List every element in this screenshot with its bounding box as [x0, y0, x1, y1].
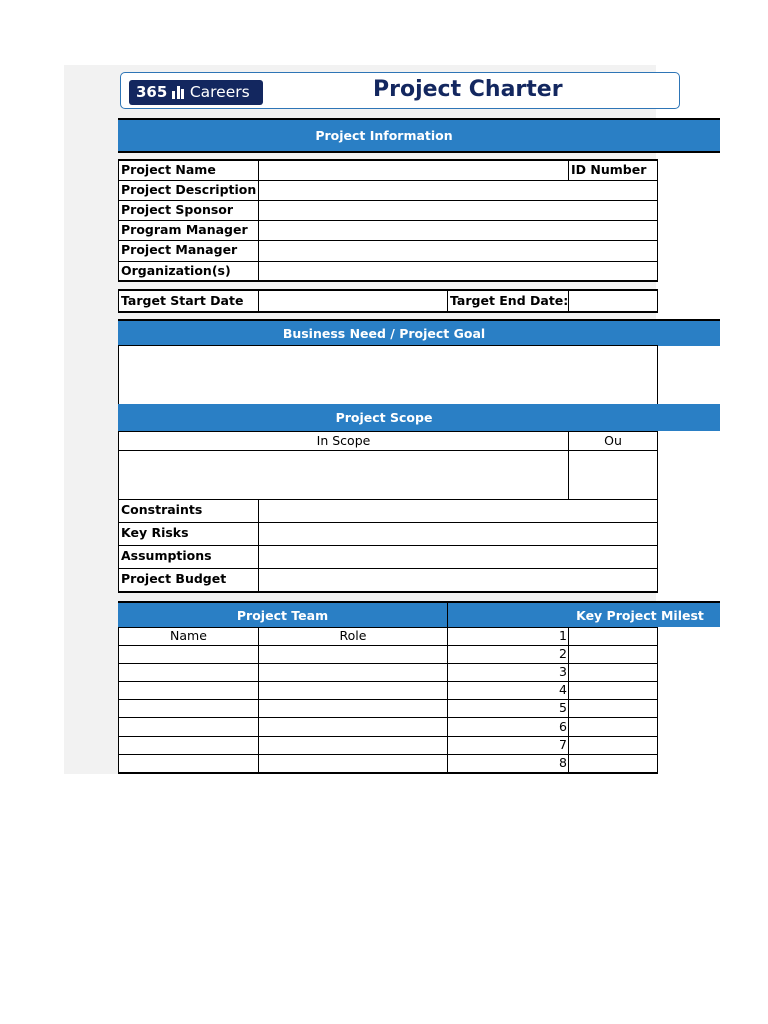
divider [118, 311, 658, 313]
team-role-cell[interactable] [258, 681, 448, 700]
milestone-field[interactable] [568, 663, 658, 682]
team-name-cell[interactable] [118, 699, 259, 718]
project-sponsor-field[interactable] [258, 200, 658, 221]
in-scope-header: In Scope [118, 431, 569, 451]
constraints-field[interactable] [258, 499, 658, 523]
project-name-field[interactable] [258, 160, 569, 181]
divider [118, 772, 658, 774]
target-start-date-field[interactable] [258, 290, 448, 312]
team-name-header: Name [118, 627, 259, 646]
milestone-number: 1 [447, 627, 569, 646]
team-name-cell[interactable] [118, 681, 259, 700]
project-manager-field[interactable] [258, 240, 658, 262]
label-constraints: Constraints [118, 499, 259, 523]
divider [118, 591, 658, 593]
logo-word: Careers [189, 83, 250, 101]
banner-title: Project Information [315, 128, 453, 143]
banner-title: Key Project Milest [576, 607, 704, 623]
milestone-number: 6 [447, 717, 569, 737]
milestone-field[interactable] [568, 681, 658, 700]
team-role-cell[interactable] [258, 736, 448, 755]
banner-title: Business Need / Project Goal [282, 326, 486, 341]
label-organizations: Organization(s) [118, 261, 259, 281]
label-target-start-date: Target Start Date [118, 290, 259, 312]
milestone-field[interactable] [568, 717, 658, 737]
label-id-number: ID Number [568, 160, 658, 181]
label-target-end-date: Target End Date: [447, 290, 569, 312]
team-role-cell[interactable] [258, 645, 448, 664]
milestone-number: 4 [447, 681, 569, 700]
milestone-field[interactable] [568, 754, 658, 773]
milestone-field[interactable] [568, 699, 658, 718]
label-project-manager: Project Manager [118, 240, 259, 262]
team-role-cell[interactable] [258, 717, 448, 737]
key-risks-field[interactable] [258, 522, 658, 546]
label-key-risks: Key Risks [118, 522, 259, 546]
business-need-banner [118, 321, 720, 346]
label-project-budget: Project Budget [118, 568, 259, 592]
team-role-cell[interactable] [258, 699, 448, 718]
milestone-number: 5 [447, 699, 569, 718]
team-role-cell[interactable] [258, 754, 448, 773]
program-manager-field[interactable] [258, 220, 658, 241]
out-of-scope-header: Ou [568, 431, 658, 451]
divider [118, 280, 658, 282]
label-assumptions: Assumptions [118, 545, 259, 569]
divider [118, 151, 720, 153]
team-name-cell[interactable] [118, 736, 259, 755]
page-title: Project Charter [373, 77, 563, 102]
label-project-name: Project Name [118, 160, 259, 181]
milestone-number: 3 [447, 663, 569, 682]
team-name-cell[interactable] [118, 663, 259, 682]
team-name-cell[interactable] [118, 645, 259, 664]
milestone-number: 2 [447, 645, 569, 664]
milestone-field[interactable] [568, 627, 658, 646]
milestone-field[interactable] [568, 736, 658, 755]
out-of-scope-textarea[interactable] [568, 450, 658, 500]
business-need-textarea[interactable] [118, 345, 658, 405]
project-scope-banner [118, 404, 720, 431]
in-scope-textarea[interactable] [118, 450, 569, 500]
project-description-field[interactable] [258, 180, 658, 201]
label-project-description: Project Description [118, 180, 259, 201]
label-program-manager: Program Manager [118, 220, 259, 241]
banner-title: Project Team [236, 607, 329, 623]
project-team-banner [118, 603, 448, 627]
project-information-banner [118, 120, 720, 151]
team-name-cell[interactable] [118, 717, 259, 737]
team-name-cell[interactable] [118, 754, 259, 773]
milestone-number: 7 [447, 736, 569, 755]
assumptions-field[interactable] [258, 545, 658, 569]
project-budget-field[interactable] [258, 568, 658, 592]
key-milestones-banner [448, 603, 720, 627]
milestone-field[interactable] [568, 645, 658, 664]
team-role-cell[interactable] [258, 663, 448, 682]
banner-title: Project Scope [335, 410, 433, 425]
milestone-number: 8 [447, 754, 569, 773]
logo-number: 365 [136, 83, 168, 101]
organizations-field[interactable] [258, 261, 658, 281]
target-end-date-field[interactable] [568, 290, 658, 312]
label-project-sponsor: Project Sponsor [118, 200, 259, 221]
team-role-header: Role [258, 627, 448, 646]
